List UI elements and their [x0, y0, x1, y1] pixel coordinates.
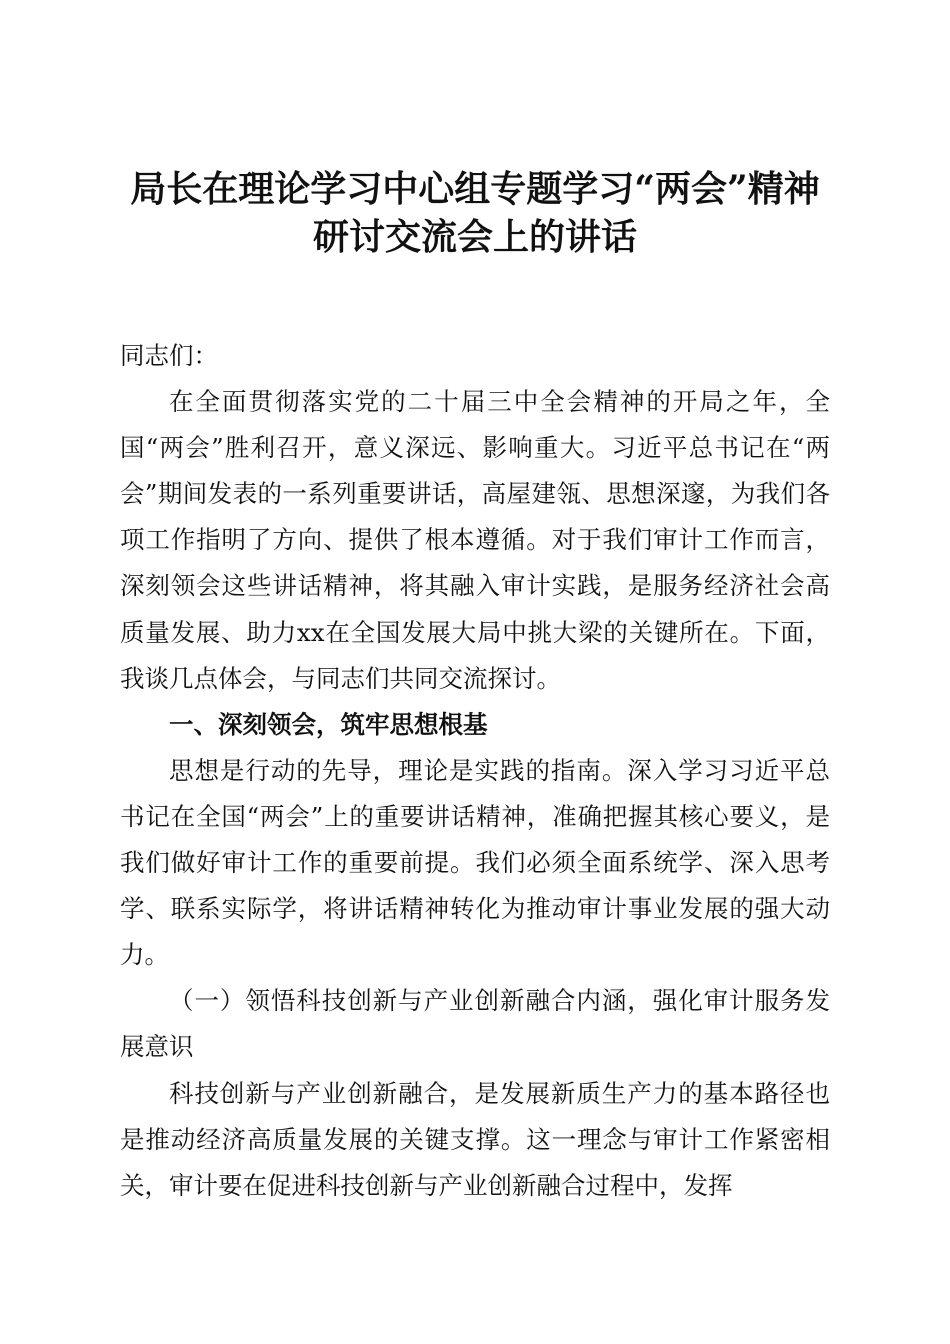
section-heading-1: 一、深刻领会，筑牢思想根基	[169, 709, 488, 739]
paragraph-intro: 在全面贯彻落实党的二十届三中全会精神的开局之年，全国“两会”胜利召开，意义深远、影响重大。习近平总书记在“两会”期间发表的一系列重要讲话，高屋建瓴、思想深邃，为我们各项工作指明了方向、提供了根本遵循。对于我们审计工作而言，深刻领会这些讲话精神，将其融入审计实践，是服务经济社会高质量发展、助力xx在全国发展大局中挑大梁的关键所在。下面，我谈几点体会，与同志们共同交流探讨。	[120, 387, 830, 693]
document-title-line-1: 局长在理论学习中心组专题学习“两会”精神	[130, 168, 820, 210]
subsection-heading-1: （一）领悟科技创新与产业创新融合内涵，强化审计服务发展意识	[120, 986, 830, 1062]
document-body	[120, 333, 830, 1209]
salutation: 同志们：	[120, 341, 218, 370]
document-title-line-2: 研讨交流会上的讲话	[312, 216, 637, 258]
paragraph-section-1: 思想是行动的先导，理论是实践的指南。深入学习习近平总书记在全国“两会”上的重要讲话精神，准确把握其核心要义，是我们做好审计工作的重要前提。我们必须全面系统学、深入思考学、联系实际学，将讲话精神转化为推动审计事业发展的强大动力。	[120, 755, 830, 970]
paragraph-subsection-1: 科技创新与产业创新融合，是发展新质生产力的基本路径也是推动经济高质量发展的关键支撑。这一理念与审计工作紧密相关，审计要在促进科技创新与产业创新融合过程中，发挥	[120, 1078, 830, 1200]
